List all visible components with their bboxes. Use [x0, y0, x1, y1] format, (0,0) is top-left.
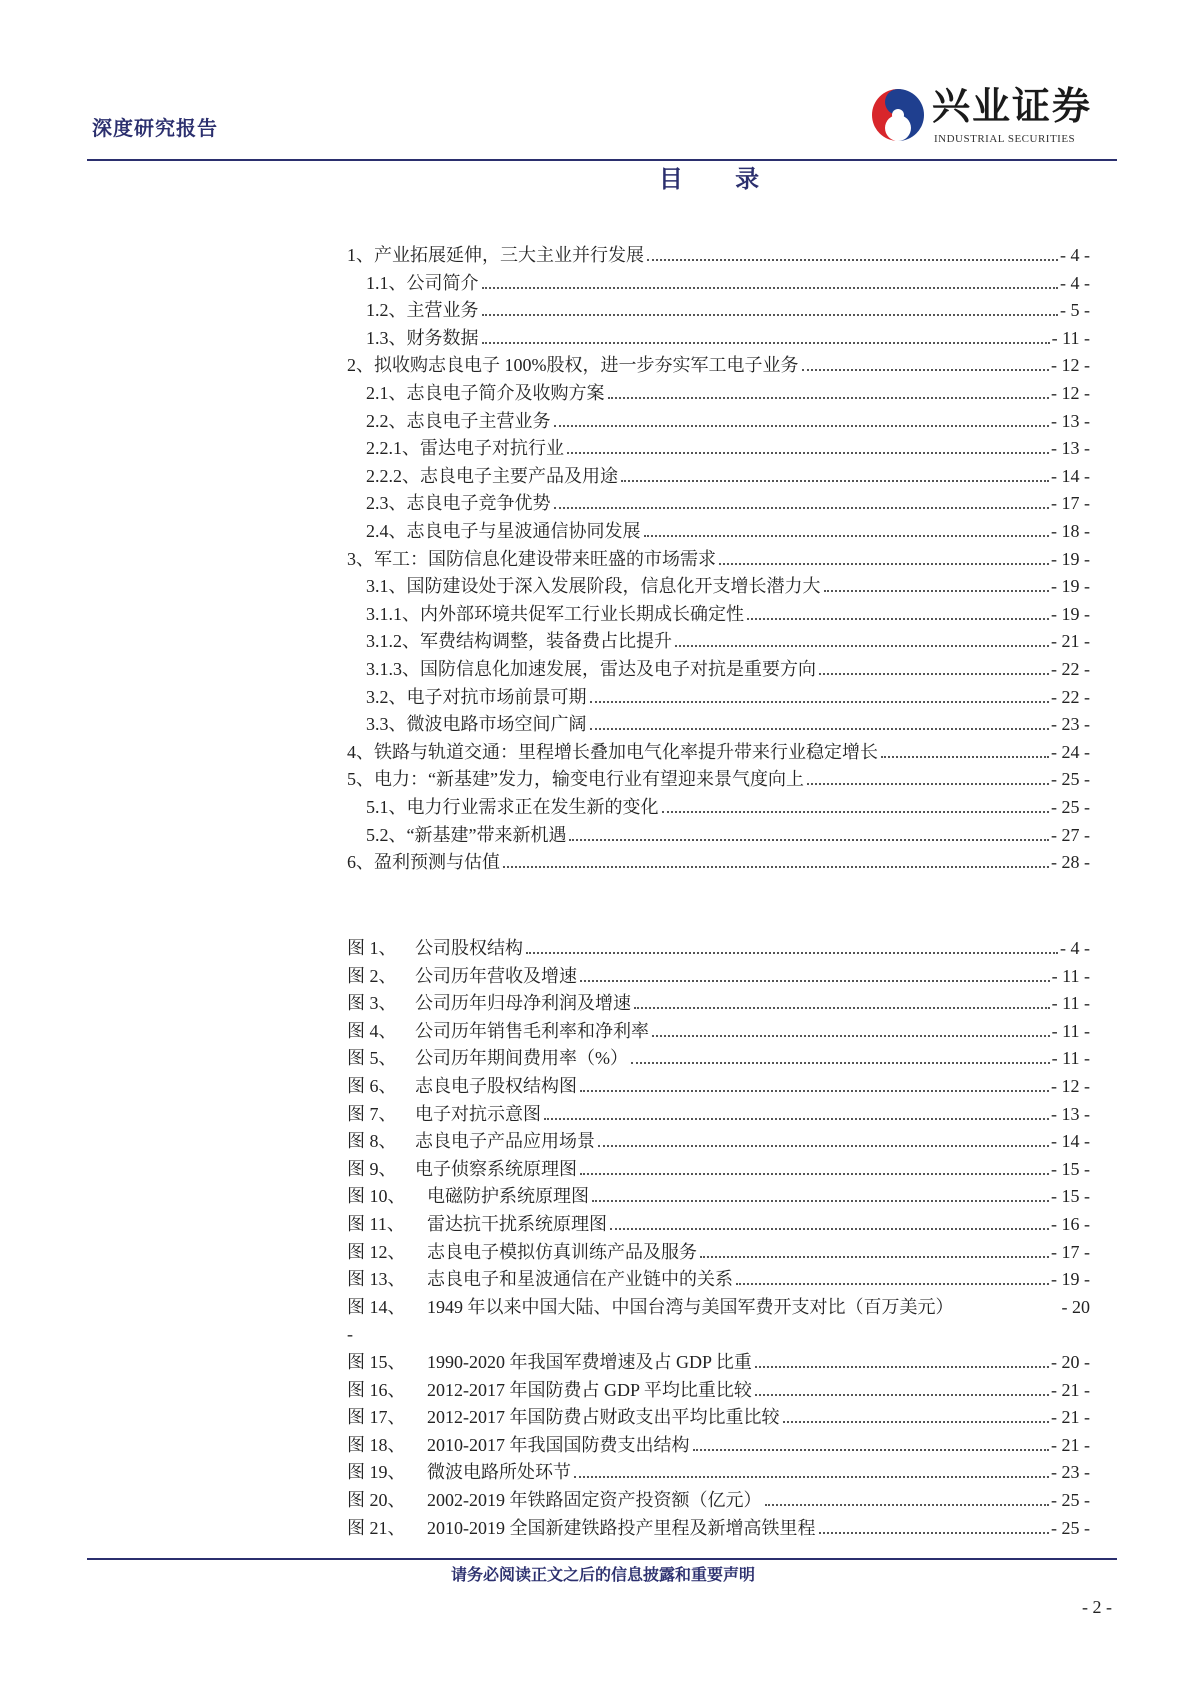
leader-dots — [755, 1394, 1049, 1396]
figure-number: 图 4、 — [347, 1020, 397, 1041]
toc-entry-label: 2.4、志良电子与星波通信协同发展 — [366, 521, 641, 541]
toc-entry-label: 3.1.2、军费结构调整，装备费占比提升 — [366, 631, 672, 652]
toc-entry[interactable] — [366, 516, 1090, 542]
figure-title: 公司历年营收及增速 — [415, 965, 577, 986]
figure-entry-label — [347, 1103, 541, 1125]
figure-title: 电子对抗示意图 — [415, 1103, 541, 1124]
toc-entry[interactable] — [347, 350, 1090, 376]
figure-number: 图 2、 — [347, 965, 397, 986]
figure-title: 公司股权结构 — [415, 938, 523, 958]
figure-number: 图 7、 — [347, 1103, 397, 1124]
toc-entry-page: - 27 - — [1051, 824, 1090, 845]
figure-title: 电子侦察系统原理图 — [415, 1158, 577, 1179]
toc-entry-page: - 11 - — [1051, 327, 1090, 348]
leader-dots — [554, 507, 1050, 509]
toc-entry[interactable] — [366, 792, 1090, 818]
toc-entry-page: - 18 - — [1051, 521, 1090, 541]
figure-entry[interactable] — [347, 1457, 1090, 1483]
figure-entry-label — [347, 1517, 816, 1539]
figure-number: 图 15、 — [347, 1352, 406, 1372]
figure-entry-page: - 16 - — [1051, 1214, 1090, 1234]
leader-dots — [765, 1504, 1050, 1506]
figure-entry-page: - 17 - — [1051, 1241, 1090, 1262]
figure-entry-page: - 11 - — [1051, 1048, 1090, 1069]
toc-entry-label: 5.2、“新基建”带来新机遇 — [366, 824, 567, 845]
toc-entry[interactable] — [347, 240, 1090, 266]
leader-dots — [634, 1007, 1050, 1009]
figure-entry-label — [347, 1241, 697, 1263]
leader-dots — [819, 1532, 1050, 1534]
figure-entry-page: - 4 - — [1060, 938, 1090, 958]
toc-entry-page: - 22 - — [1051, 686, 1090, 707]
figure-entry[interactable] — [347, 1237, 1090, 1263]
figure-entry-label — [347, 1075, 577, 1097]
figure-entry-label — [347, 1406, 780, 1428]
toc-entry[interactable] — [366, 599, 1090, 625]
figure-number: 图 12、 — [347, 1241, 406, 1262]
toc-entry[interactable] — [366, 323, 1090, 349]
toc-entry-label: 3.1、国防建设处于深入发展阶段，信息化开支增长潜力大 — [366, 576, 821, 597]
figure-title: 雷达抗干扰系统原理图 — [427, 1214, 607, 1234]
figure-entry-label — [347, 1434, 690, 1456]
toc-entry[interactable] — [347, 764, 1090, 790]
toc-entry-page: - 23 - — [1051, 714, 1090, 735]
figure-entry-label — [347, 1020, 649, 1042]
toc-entry-page: - 28 - — [1051, 852, 1090, 873]
leader-dots — [700, 1256, 1049, 1258]
figure-entry-page: - 14 - — [1051, 1131, 1090, 1152]
figure-title: 2012-2017 年国防费占财政支出平均比重比较 — [427, 1407, 780, 1428]
toc-entry[interactable] — [366, 461, 1090, 487]
figure-number: 图 18、 — [347, 1434, 406, 1455]
toc-entry[interactable] — [366, 820, 1090, 846]
leader-dots — [608, 397, 1050, 399]
figure-entry-page: - 23 - — [1051, 1462, 1090, 1483]
toc-entry-label: 2.2.2、志良电子主要产品及用途 — [366, 465, 618, 486]
page-number: - 2 - — [1082, 1597, 1112, 1617]
toc-entry-page: - 14 - — [1051, 465, 1090, 486]
leader-dots — [631, 1062, 1050, 1064]
toc-entry-label: 3.1.1、内外部环境共促军工行业长期成长确定性 — [366, 603, 744, 624]
toc-entry-label: 2.2.1、雷达电子对抗行业 — [366, 438, 564, 459]
toc-entry-label: 3、军工：国防信息化建设带来旺盛的市场需求 — [347, 548, 716, 569]
toc-entry-label: 3.2、电子对抗市场前景可期 — [366, 686, 587, 707]
figure-number: 图 13、 — [347, 1269, 406, 1290]
figure-entry-page-wrap: - — [347, 1324, 353, 1345]
figure-entry-label — [347, 1130, 595, 1152]
toc-entry[interactable] — [366, 682, 1090, 708]
figure-entry[interactable] — [347, 1430, 1090, 1456]
figure-title: 公司历年销售毛利率和净利率 — [415, 1020, 649, 1041]
figure-entry-label — [347, 1351, 752, 1373]
toc-entry[interactable] — [366, 406, 1090, 432]
footer-disclaimer: 请务必阅读正文之后的信息披露和重要声明 — [450, 1565, 755, 1584]
leader-dots — [580, 980, 1050, 982]
toc-entry-page: - 17 - — [1051, 493, 1090, 514]
figure-number: 图 5、 — [347, 1048, 397, 1069]
figure-number: 图 6、 — [347, 1076, 397, 1096]
figure-title: 志良电子股权结构图 — [415, 1076, 577, 1096]
figure-title: 1949 年以来中国大陆、中国台湾与美国军费开支对比（百万美元） — [427, 1296, 954, 1317]
toc-entry-label: 1.3、财务数据 — [366, 327, 479, 348]
toc-entry-label: 1.1、公司简介 — [366, 272, 479, 293]
figure-entry[interactable] — [347, 1347, 1090, 1373]
figure-number: 图 8、 — [347, 1131, 397, 1152]
leader-dots — [580, 1173, 1049, 1175]
figure-entry[interactable] — [347, 933, 1090, 959]
figure-number: 图 17、 — [347, 1407, 406, 1428]
toc-entry-label: 5、电力：“新基建”发力，输变电行业有望迎来景气度向上 — [347, 769, 804, 790]
figure-title: 2010-2017 年我国国防费支出结构 — [427, 1434, 690, 1455]
figure-number: 图 16、 — [347, 1379, 406, 1400]
figure-entry-page: - 21 - — [1051, 1379, 1090, 1400]
figure-entry-page: - 12 - — [1051, 1076, 1090, 1096]
figure-entry[interactable] — [347, 1071, 1090, 1097]
leader-dots — [807, 783, 1049, 785]
toc-entry-label: 6、盈利预测与估值 — [347, 852, 500, 873]
toc-entry-label: 5.1、电力行业需求正在发生新的变化 — [366, 797, 659, 817]
figure-entry-label — [347, 1461, 571, 1483]
toc-entry[interactable] — [366, 433, 1090, 459]
figure-number: 图 1、 — [347, 938, 397, 958]
toc-entry-label: 4、铁路与轨道交通：里程增长叠加电气化率提升带来行业稳定增长 — [347, 741, 878, 762]
figure-title: 2012-2017 年国防费占 GDP 平均比重比较 — [427, 1379, 752, 1400]
leader-dots — [574, 1476, 1049, 1478]
toc-entry-page: - 22 - — [1051, 659, 1090, 679]
toc-entry-label: 1、产业拓展延伸，三大主业并行发展 — [347, 245, 644, 265]
figure-title: 2002-2019 年铁路固定资产投资额（亿元） — [427, 1490, 762, 1510]
figure-entry[interactable] — [347, 1485, 1090, 1511]
figure-entry-page: - 11 - — [1051, 965, 1090, 986]
toc-entry-label: 2.1、志良电子简介及收购方案 — [366, 383, 605, 403]
toc-entry-label: 2.2、志良电子主营业务 — [366, 410, 551, 431]
figure-entry-page: - 25 - — [1051, 1490, 1090, 1510]
toc-entry-page: - 12 - — [1051, 355, 1090, 376]
toc-title: 目 录 — [658, 164, 782, 193]
figure-entry[interactable] — [347, 1402, 1090, 1428]
toc-entry-page: - 25 - — [1051, 797, 1090, 817]
figure-number: 图 21、 — [347, 1517, 406, 1538]
figure-entry-label — [347, 1213, 607, 1235]
toc-entry-page: - 19 - — [1051, 548, 1090, 569]
toc-entry[interactable] — [347, 847, 1090, 873]
figure-title: 1990-2020 年我国军费增速及占 GDP 比重 — [427, 1352, 752, 1372]
leader-dots — [569, 839, 1049, 841]
figure-entry-label — [347, 1268, 733, 1290]
toc-entry-page: - 25 - — [1051, 769, 1090, 790]
leader-dots — [482, 314, 1059, 316]
figure-entry[interactable] — [347, 961, 1090, 987]
figure-entry-label — [347, 1379, 752, 1401]
toc-entry[interactable] — [366, 709, 1090, 735]
leader-dots — [592, 1200, 1049, 1202]
figure-entry-page: - 19 - — [1051, 1269, 1090, 1290]
report-type-label: 深度研究报告 — [92, 116, 218, 140]
figure-entry[interactable] — [347, 1154, 1090, 1180]
toc-entry-page: - 12 - — [1051, 383, 1090, 403]
logo-chinese-name: 兴业证券 — [932, 83, 1093, 128]
figure-entry-label — [347, 1489, 762, 1511]
toc-entry-page: - 19 - — [1051, 603, 1090, 624]
leader-dots — [503, 866, 1049, 868]
figure-title: 公司历年期间费用率（%） — [415, 1048, 628, 1069]
leader-dots — [824, 590, 1050, 592]
figure-entry-label — [347, 1158, 577, 1180]
toc-entry-label: 3.3、微波电路市场空间广阔 — [366, 714, 587, 735]
toc-entry[interactable] — [366, 295, 1090, 321]
leader-dots — [719, 563, 1049, 565]
leader-dots — [590, 728, 1050, 730]
leader-dots — [693, 1449, 1050, 1451]
figure-title: 2010-2019 全国新建铁路投产里程及新增高铁里程 — [427, 1517, 816, 1538]
leader-dots — [610, 1228, 1049, 1230]
toc-entry-page: - 13 - — [1051, 438, 1090, 459]
figure-entry-page: - 11 - — [1051, 993, 1090, 1014]
leader-dots — [819, 673, 1049, 675]
figure-entry-page: - 20 — [1061, 1296, 1090, 1317]
toc-entry-page: - 4 - — [1060, 272, 1090, 293]
toc-entry[interactable] — [366, 571, 1090, 597]
header-divider — [87, 159, 1117, 161]
figure-number: 图 20、 — [347, 1490, 406, 1510]
figure-entry[interactable] — [347, 1099, 1090, 1125]
figure-title: 志良电子模拟仿真训练产品及服务 — [427, 1241, 697, 1262]
figure-entry[interactable] — [347, 1126, 1090, 1152]
figure-entry-label — [347, 992, 631, 1014]
toc-entry-label: 2.3、志良电子竞争优势 — [366, 493, 551, 514]
toc-entry[interactable] — [347, 544, 1090, 570]
figure-entry[interactable] — [347, 1375, 1090, 1401]
toc-entry[interactable] — [366, 654, 1090, 680]
toc-entry-page: - 5 - — [1060, 300, 1090, 321]
logo-english-name: INDUSTRIAL SECURITIES — [934, 133, 1076, 145]
footer-divider — [87, 1558, 1117, 1560]
figure-entry-page: - 25 - — [1051, 1517, 1090, 1538]
toc-entry[interactable] — [347, 737, 1090, 763]
leader-dots — [526, 952, 1058, 954]
leader-dots — [647, 259, 1058, 261]
leader-dots — [482, 342, 1050, 344]
figure-entry-label — [347, 937, 523, 959]
figure-number: 图 9、 — [347, 1158, 397, 1179]
figure-entry[interactable] — [347, 1181, 1090, 1207]
leader-dots — [747, 618, 1049, 620]
toc-entry-label: 1.2、主营业务 — [366, 300, 479, 321]
toc-entry-label: 2、拟收购志良电子 100%股权，进一步夯实军工电子业务 — [347, 355, 799, 376]
figure-entry-label — [347, 1185, 589, 1207]
figure-entry[interactable] — [347, 1016, 1090, 1042]
toc-entry-page: - 13 - — [1051, 410, 1090, 431]
figure-entry[interactable] — [347, 988, 1090, 1014]
figure-entry[interactable] — [347, 1264, 1090, 1290]
toc-entry[interactable] — [366, 488, 1090, 514]
leader-dots — [482, 287, 1059, 289]
figure-number: 图 19、 — [347, 1462, 406, 1483]
leader-dots — [783, 1421, 1050, 1423]
toc-entry-label: 3.1.3、国防信息化加速发展，雷达及电子对抗是重要方向 — [366, 659, 816, 679]
figure-number: 图 11、 — [347, 1214, 405, 1234]
toc-entry[interactable] — [366, 626, 1090, 652]
leader-dots — [567, 452, 1049, 454]
figure-entry-page: - 15 - — [1051, 1186, 1090, 1207]
leader-dots — [554, 425, 1050, 427]
figure-entry-page: - 21 - — [1051, 1407, 1090, 1428]
leader-dots — [802, 369, 1050, 371]
figure-number: 图 3、 — [347, 993, 397, 1014]
figure-entry-label — [347, 1296, 954, 1318]
figure-entry-label — [347, 965, 577, 987]
leader-dots — [544, 1118, 1049, 1120]
figure-entry-page: - 15 - — [1051, 1158, 1090, 1179]
figure-entry-page: - 13 - — [1051, 1103, 1090, 1124]
figure-title: 电磁防护系统原理图 — [427, 1186, 589, 1207]
leader-dots — [652, 1035, 1050, 1037]
leader-dots — [662, 811, 1050, 813]
figure-title: 志良电子产品应用场景 — [415, 1131, 595, 1152]
figure-entry[interactable] — [347, 1209, 1090, 1235]
leader-dots — [644, 535, 1050, 537]
leader-dots — [755, 1366, 1049, 1368]
figure-entry-label — [347, 1047, 628, 1069]
leader-dots — [580, 1090, 1049, 1092]
figure-number: 图 10、 — [347, 1186, 406, 1207]
toc-entry-page: - 24 - — [1051, 741, 1090, 762]
toc-entry[interactable] — [366, 268, 1090, 294]
figure-title: 志良电子和星波通信在产业链中的关系 — [427, 1269, 733, 1290]
figure-entry[interactable] — [347, 1043, 1090, 1069]
figure-title: 公司历年归母净利润及增速 — [415, 993, 631, 1014]
figure-entry[interactable] — [347, 1292, 1090, 1318]
figure-entry[interactable] — [347, 1513, 1090, 1539]
figure-entry-page: - 11 - — [1051, 1020, 1090, 1041]
toc-entry-page: - 21 - — [1051, 631, 1090, 652]
company-logo — [870, 84, 1115, 150]
leader-dots — [675, 645, 1049, 647]
leader-dots — [881, 756, 1049, 758]
figure-number: 图 14、 — [347, 1296, 406, 1317]
figure-title: 微波电路所处环节 — [427, 1462, 571, 1483]
logo-swirl-icon — [870, 86, 926, 144]
toc-entry[interactable] — [366, 378, 1090, 404]
toc-entry-page: - 19 - — [1051, 576, 1090, 597]
leader-dots — [590, 701, 1050, 703]
leader-dots — [736, 1283, 1049, 1285]
figure-entry-page: - 21 - — [1051, 1434, 1090, 1455]
leader-dots — [621, 480, 1049, 482]
toc-entry-page: - 4 - — [1060, 245, 1090, 265]
leader-dots — [598, 1145, 1049, 1147]
figure-entry-page: - 20 - — [1051, 1352, 1090, 1372]
